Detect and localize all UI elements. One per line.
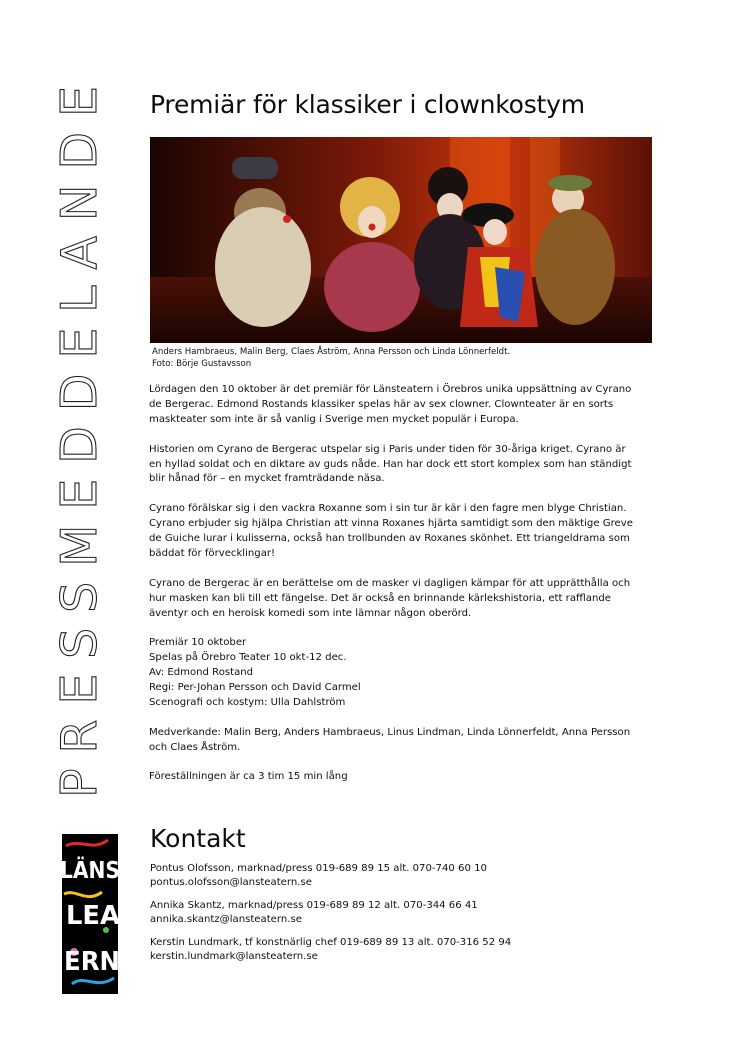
stage-photo-illustration bbox=[150, 137, 652, 343]
paragraph-story bbox=[149, 443, 669, 488]
text-line: de Bergerac. Edmond Rostands klassiker spelas här av sex clowner. Clownteater är en sorts bbox=[149, 398, 614, 410]
page-title: Premiär för klassiker i clownkostym bbox=[150, 90, 585, 119]
logo-line-1: LÄNS bbox=[60, 858, 129, 884]
pressmeddelande-side-label bbox=[38, 70, 118, 810]
text-line: äventyr och en heroisk komedi som inte lämnar någon oberörd. bbox=[149, 607, 472, 619]
side-label-text: PRESSMEDDELANDE bbox=[51, 86, 108, 798]
text-line: Premiär 10 oktober bbox=[149, 637, 247, 649]
paragraph-plot bbox=[149, 502, 669, 562]
text-line: Cyrano erbjuder sig hjälpa Christian att vinna Roxanes hjärta samtidigt som den mäktige Greve bbox=[149, 518, 633, 530]
caption-credit: Foto: Börje Gustavsson bbox=[152, 358, 252, 369]
text-line: Scenografi och kostym: Ulla Dahlström bbox=[149, 696, 346, 708]
paragraph-duration bbox=[149, 770, 669, 785]
text-line: Medverkande: Malin Berg, Anders Hambraeus, Linus Lindman, Linda Lönnerfeldt, Anna Persson bbox=[149, 726, 631, 738]
text-line: Av: Edmond Rostand bbox=[149, 667, 254, 679]
text-line: blir hånad för – en mycket framträdande näsa. bbox=[149, 473, 385, 485]
logo-line-2: LEA bbox=[66, 901, 120, 931]
text-line: Föreställningen är ca 3 tim 15 min lång bbox=[149, 771, 348, 783]
contact-email[interactable]: annika.skantz@lansteatern.se bbox=[150, 914, 302, 925]
text-line: hur masken kan bli till ett fängelse. Det är också en brinnande kärlekshistoria, ett rafflande bbox=[149, 592, 611, 604]
contact-details: Annika Skantz, marknad/press 019-689 89 12 alt. 070-344 66 41 bbox=[150, 900, 478, 911]
contact-entry bbox=[150, 899, 650, 927]
logo-line-3: ERN bbox=[64, 947, 120, 977]
paragraph-intro bbox=[149, 383, 669, 428]
side-label-graphic bbox=[38, 70, 118, 810]
contact-email[interactable]: kerstin.lundmark@lansteatern.se bbox=[150, 951, 318, 962]
text-line: Lördagen den 10 oktober är det premiär för Länsteatern i Örebros unika uppsättning av Cyrano bbox=[149, 384, 632, 395]
text-line: maskteater som inte är så vanlig i Sverige men mycket populär i Europa. bbox=[149, 413, 519, 425]
text-line: och Claes Åström. bbox=[149, 741, 241, 753]
paragraph-facts bbox=[149, 636, 669, 711]
contact-heading: Kontakt bbox=[150, 824, 246, 853]
paragraph-cast bbox=[149, 726, 669, 756]
text-line: bäddat för förvecklingar! bbox=[149, 547, 276, 559]
text-line: Cyrano förälskar sig i den vackra Roxanne som i sin tur är kär i den fagre men blyge Christian. bbox=[149, 503, 627, 515]
lansteatern-logo bbox=[60, 834, 129, 994]
contact-entry bbox=[150, 936, 650, 964]
press-release-body bbox=[149, 383, 669, 800]
contact-list bbox=[150, 862, 650, 973]
text-line: de Guiche lurar i kulisserna, också han trollbunden av Roxanes skönhet. Ett triangeldrama som bbox=[149, 533, 630, 545]
stage-photo bbox=[150, 137, 652, 343]
contact-email[interactable]: pontus.olofsson@lansteatern.se bbox=[150, 877, 312, 888]
text-line: Historien om Cyrano de Bergerac utspelar sig i Paris under tiden för 30-åriga kriget. Cyrano är bbox=[149, 443, 626, 455]
text-line: en hyllad soldat och en diktare av guds nåde. Han har dock ett stort komplex som han ständigt bbox=[149, 458, 632, 470]
contact-details: Kerstin Lundmark, tf konstnärlig chef 019-689 89 13 alt. 070-316 52 94 bbox=[150, 937, 512, 948]
logo-graphic bbox=[60, 834, 129, 994]
text-line: Cyrano de Bergerac är en berättelse om de masker vi dagligen kämpar för att upprätthålla och bbox=[149, 577, 631, 589]
text-line: Regi: Per-Johan Persson och David Carmel bbox=[149, 682, 361, 694]
caption-names: Anders Hambraeus, Malin Berg, Claes Åström, Anna Persson och Linda Lönnerfeldt. bbox=[152, 347, 511, 357]
contact-entry bbox=[150, 862, 650, 890]
text-line: Spelas på Örebro Teater 10 okt-12 dec. bbox=[149, 652, 347, 664]
contact-details: Pontus Olofsson, marknad/press 019-689 89 15 alt. 070-740 60 10 bbox=[150, 863, 487, 874]
paragraph-theme bbox=[149, 577, 669, 622]
photo-caption bbox=[152, 347, 652, 370]
